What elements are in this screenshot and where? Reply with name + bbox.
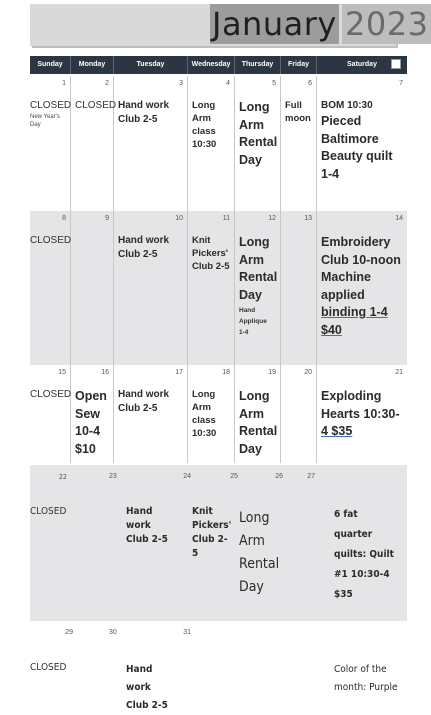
event-text: Arm bbox=[192, 402, 212, 413]
event-text: Arm bbox=[192, 113, 212, 124]
event-text: Hand work bbox=[118, 235, 170, 246]
day-cell[interactable] bbox=[317, 76, 407, 211]
event-text: Club 2-5 bbox=[192, 534, 228, 559]
day-cell[interactable] bbox=[317, 621, 407, 700]
weekday-thursday: Thursday bbox=[235, 56, 281, 74]
event-text: 10:30 bbox=[192, 139, 217, 150]
event-text: Knit bbox=[192, 506, 213, 517]
event-text: Long bbox=[239, 235, 270, 249]
day-cell[interactable] bbox=[235, 211, 281, 365]
event-text: Club 2-5 bbox=[126, 534, 168, 545]
event-text: Day bbox=[239, 441, 262, 456]
day-number: 13 bbox=[304, 215, 312, 222]
event-text: Club 10-noon bbox=[321, 252, 401, 267]
checkbox-icon[interactable] bbox=[391, 59, 401, 69]
event-text: Arm bbox=[239, 252, 265, 267]
event-text: applied bbox=[321, 287, 365, 302]
day-cell[interactable] bbox=[317, 211, 407, 365]
week-row-5 bbox=[30, 621, 407, 711]
event-price: $35 bbox=[334, 589, 353, 600]
weekday-friday: Friday bbox=[281, 56, 317, 74]
day-cell[interactable] bbox=[30, 621, 71, 700]
event-text: Club 2-5 bbox=[126, 700, 168, 711]
day-cell[interactable] bbox=[71, 621, 117, 700]
event-text: 6 fat quarter bbox=[334, 509, 373, 540]
week-row-3 bbox=[30, 365, 407, 463]
week-row-4 bbox=[30, 465, 407, 621]
event-text: Beauty quilt bbox=[321, 149, 393, 163]
day-cell[interactable] bbox=[188, 211, 235, 365]
event-text: Baltimore bbox=[321, 131, 379, 146]
closed-label: CLOSED bbox=[75, 100, 117, 111]
event-text: Knit bbox=[192, 235, 211, 246]
event-text: Long bbox=[239, 100, 270, 114]
event-text: BOM 10:30 bbox=[321, 100, 373, 111]
event-text: Pieced bbox=[321, 114, 362, 128]
day-number: 19 bbox=[268, 369, 276, 376]
event-text: Arm bbox=[239, 117, 265, 132]
day-cell[interactable] bbox=[281, 211, 317, 365]
weekday-tuesday: Tuesday bbox=[114, 56, 188, 74]
day-cell[interactable] bbox=[114, 465, 191, 621]
color-of-month-text: Color of the bbox=[334, 664, 387, 675]
event-text: Long bbox=[192, 389, 216, 400]
day-number: 25 bbox=[230, 473, 238, 480]
day-number: 5 bbox=[272, 80, 276, 87]
day-cell[interactable] bbox=[317, 465, 407, 621]
weekday-saturday-label: Saturday bbox=[347, 61, 377, 68]
day-number: 14 bbox=[395, 215, 403, 222]
event-text: Hearts 10:30- bbox=[321, 406, 400, 421]
week-row-1 bbox=[30, 76, 407, 211]
event-text: Rental bbox=[239, 135, 278, 149]
event-text: Day bbox=[239, 152, 262, 167]
color-of-month-text: month: Purple bbox=[334, 682, 398, 693]
day-cell[interactable] bbox=[188, 365, 235, 463]
day-number: 4 bbox=[226, 80, 230, 87]
event-text: Sew bbox=[75, 406, 101, 421]
week-row-2 bbox=[30, 211, 407, 365]
event-text: moon bbox=[285, 113, 311, 124]
event-text: class bbox=[192, 415, 216, 426]
event-text: Exploding bbox=[321, 389, 382, 403]
event-text: Day bbox=[239, 287, 262, 302]
day-cell[interactable] bbox=[235, 76, 281, 211]
day-number: 10 bbox=[175, 215, 183, 222]
day-cell[interactable] bbox=[281, 465, 317, 621]
event-text: Hand work bbox=[118, 100, 170, 111]
weekday-header bbox=[30, 56, 407, 74]
closed-label: CLOSED bbox=[30, 235, 72, 246]
event-text: Arm bbox=[239, 406, 265, 421]
day-number: 20 bbox=[304, 369, 312, 376]
weekday-monday: Monday bbox=[71, 56, 114, 74]
day-number: 23 bbox=[109, 473, 117, 480]
day-number: 8 bbox=[62, 215, 66, 222]
day-number: 18 bbox=[222, 369, 230, 376]
closed-label: CLOSED bbox=[30, 100, 72, 111]
event-text: Hand work bbox=[126, 664, 153, 693]
event-text: binding 1-4 bbox=[321, 305, 388, 319]
event-text: Pickers' bbox=[192, 248, 229, 259]
event-text: Hand work bbox=[118, 389, 170, 400]
day-number: 24 bbox=[183, 473, 191, 480]
event-text: 10:30 bbox=[192, 428, 217, 439]
closed-label: CLOSED bbox=[30, 662, 67, 673]
day-number: 29 bbox=[65, 629, 73, 636]
event-note: Applique bbox=[239, 318, 267, 325]
day-number: 2 bbox=[105, 80, 109, 87]
event-text: Club 2-5 bbox=[118, 114, 158, 125]
day-number: 9 bbox=[105, 215, 109, 222]
event-price: $10 bbox=[75, 441, 96, 456]
day-number: 12 bbox=[268, 215, 276, 222]
day-number: 11 bbox=[222, 215, 230, 222]
day-cell[interactable] bbox=[114, 211, 188, 365]
day-cell[interactable] bbox=[114, 365, 188, 463]
holiday-label: Day bbox=[30, 122, 41, 128]
day-cell[interactable] bbox=[235, 365, 281, 463]
title-month: January bbox=[212, 5, 337, 43]
day-number: 3 bbox=[179, 80, 183, 87]
day-number: 6 bbox=[308, 80, 312, 87]
event-price: 4 $35 bbox=[321, 424, 353, 438]
day-number: 17 bbox=[175, 369, 183, 376]
event-text: Long bbox=[239, 510, 270, 526]
day-cell[interactable] bbox=[235, 465, 281, 621]
day-cell[interactable] bbox=[188, 465, 238, 621]
day-cell[interactable] bbox=[281, 365, 317, 463]
day-cell[interactable] bbox=[188, 76, 235, 211]
day-number: 21 bbox=[395, 369, 403, 376]
event-text: Rental bbox=[239, 424, 278, 438]
weekday-sunday: Sunday bbox=[30, 56, 71, 74]
event-text: Rental bbox=[239, 556, 280, 572]
event-note: 1-4 bbox=[239, 329, 249, 336]
event-text: Full bbox=[285, 100, 302, 111]
day-cell[interactable] bbox=[114, 621, 191, 711]
day-cell[interactable] bbox=[235, 621, 281, 700]
day-number: 15 bbox=[58, 369, 66, 376]
day-number: 27 bbox=[307, 473, 315, 480]
event-text: Rental bbox=[239, 270, 278, 284]
day-number: 30 bbox=[109, 629, 117, 636]
day-number: 31 bbox=[183, 629, 191, 636]
event-text: #1 10:30-4 bbox=[334, 569, 390, 580]
event-text: Hand work bbox=[126, 506, 153, 531]
day-number: 1 bbox=[62, 80, 66, 87]
event-text: Machine bbox=[321, 270, 372, 284]
event-text: Club 2-5 bbox=[118, 403, 158, 414]
day-number: 7 bbox=[399, 80, 403, 87]
title-year: 2023 bbox=[342, 4, 431, 44]
day-cell[interactable] bbox=[30, 365, 71, 463]
day-number: 22 bbox=[58, 473, 67, 481]
event-text: quilts: Quilt bbox=[334, 549, 394, 560]
event-text: Day bbox=[239, 579, 264, 595]
day-cell[interactable] bbox=[71, 76, 117, 211]
weekday-saturday bbox=[317, 56, 407, 74]
event-text: class bbox=[192, 126, 216, 137]
holiday-label: New Year's bbox=[30, 114, 60, 120]
closed-label: CLOSED bbox=[30, 389, 72, 400]
event-text: 10-4 bbox=[75, 424, 101, 438]
calendar-title bbox=[30, 4, 429, 46]
event-note: Hand bbox=[239, 307, 256, 314]
day-cell[interactable] bbox=[114, 76, 188, 211]
day-cell[interactable] bbox=[281, 76, 317, 211]
day-cell[interactable] bbox=[317, 365, 407, 463]
event-text: Embroidery bbox=[321, 235, 391, 249]
event-text: Long bbox=[192, 100, 216, 111]
day-cell[interactable] bbox=[281, 621, 317, 700]
day-number: 16 bbox=[101, 369, 109, 376]
day-cell[interactable] bbox=[30, 465, 67, 621]
event-text: Club 2-5 bbox=[118, 249, 158, 260]
event-text: Long bbox=[239, 389, 270, 403]
day-cell[interactable] bbox=[188, 621, 235, 700]
weekday-wednesday: Wednesday bbox=[188, 56, 235, 74]
closed-label: CLOSED bbox=[30, 506, 67, 517]
event-text: Pickers' bbox=[192, 520, 232, 531]
event-text: Arm bbox=[239, 533, 265, 549]
day-number: 26 bbox=[275, 473, 283, 480]
day-cell[interactable] bbox=[30, 211, 71, 365]
day-cell[interactable] bbox=[30, 76, 71, 211]
day-cell[interactable] bbox=[71, 365, 114, 463]
day-cell[interactable] bbox=[71, 465, 117, 621]
event-text: 1-4 bbox=[321, 166, 340, 181]
event-price: $40 bbox=[321, 322, 342, 337]
event-text: Open bbox=[75, 389, 107, 403]
day-cell[interactable] bbox=[71, 211, 114, 365]
event-text: Club 2-5 bbox=[192, 261, 230, 272]
